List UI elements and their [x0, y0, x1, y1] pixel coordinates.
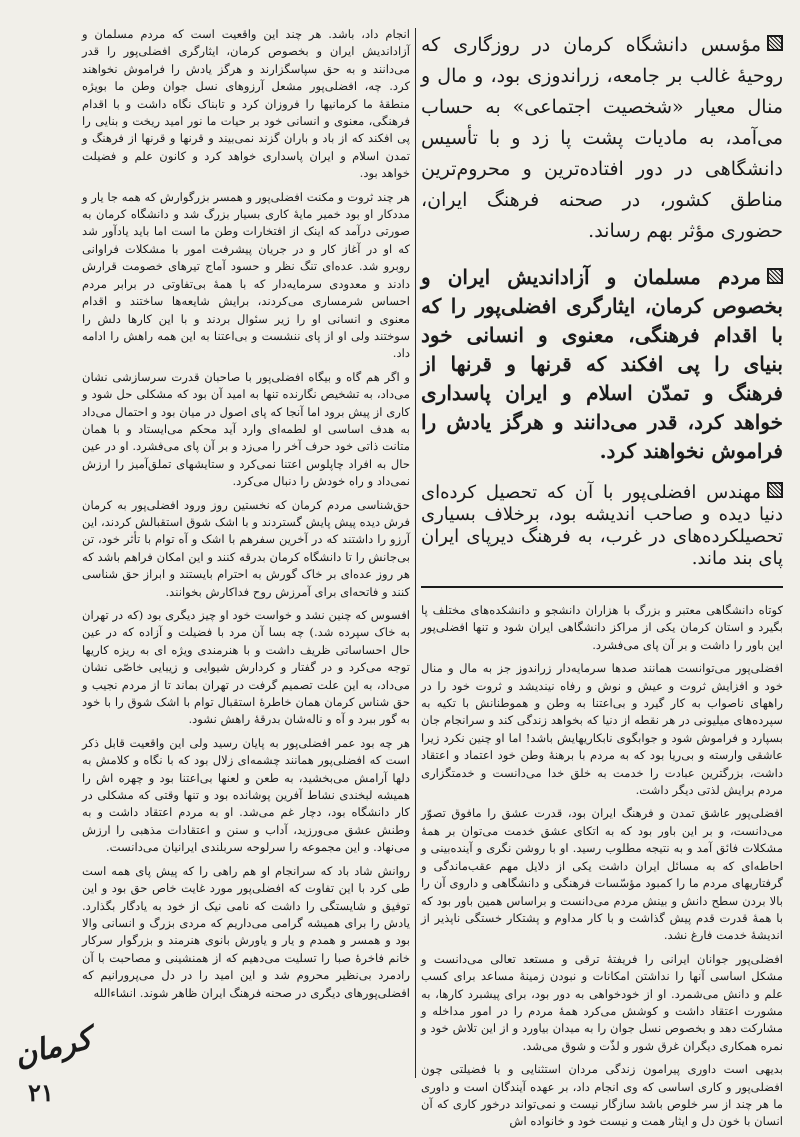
pull-quote-2 — [421, 263, 783, 466]
square-bullet-icon — [767, 268, 783, 284]
body-paragraph: افضلی‌پور می‌توانست همانند صدها سرمایه‌دار زراندوز جز به مال و منال خود و افزایش ثروت و عیش و نوش و رفاه نیندیشد و ثروت خود را در راههای ناصواب به کار گیرد و بی‌اعتنا به وطن و هموطنانش با تکیه به سپرده‌های میلیونی در هر نقطه از دنیا که بخواهد زندگی کند و سرانجام جان بسپارد و فراموش شود و جوابگوی نابکاریهایش باشد! اما او چنین نکرد زیرا عاشقی وارسته و بی‌ریا بود که به مردم با برهنهٔ وطن خود اعتماد و اعتقاد داشت، بزرگترین عبادت را خدمت به خلق خدا می‌دانست و خدمتگزاری مردم برایش لذتی دیگر داشت. — [421, 661, 783, 798]
pull-quote-1-text: مؤسس دانشگاه کرمان در روزگاری که روحیهٔ غالب بر جامعه، زراندوزی بود، و مال و منال معیار «شخصیت اجتماعی» به حساب می‌آمد، به مادیات پشت پا زد و با تأسیس دانشگاهی در دور افتاده‌ترین و محروم‌ترین مناطق کشور، در صحنه فرهنگ ایران، حضوری مؤثر بهم رساند. — [421, 34, 783, 242]
body-paragraph: افسوس که چنین نشد و خواست خود او چیز دیگری بود (که در تهران به خاک سپرده شد.) چه بسا آن مرد با فضیلت و آزاده که در عین حال احساساتی ظریف داشت و با هنرمندی ویژه ای به ریزه کاریها توجه می‌کرد و در گفتار و کردارش شیوایی و زیبایی خاصّی نشان می‌داد، به این علت تصمیم گرفت در تهران بماند تا از مردم نجیب و حق شناس کرمان همان خاطرهٔ استقبال توام با اشک شوق را با خود به گور ببرد و آه و ناله‌شان بدرقهٔ راهش نشود. — [82, 608, 410, 727]
body-paragraph: کوتاه دانشگاهی معتبر و بزرگ با هزاران دانشجو و دانشکده‌های مختلف پا بگیرد و استان کرمان یکی از مراکز دانشگاهی ایران شود و تنها افضلی‌پور این باور را داشت و بر آن پای می‌فشرد. — [421, 603, 783, 652]
square-bullet-icon — [767, 482, 783, 498]
pull-quote-3 — [421, 482, 783, 570]
body-paragraph: افضلی‌پور جوانان ایرانی را فریفتهٔ ترقی و مستعد تعالی می‌دانست و مشکل اساسی آنها را نداشتن امکانات و نبودن زمینهٔ مساعد برای کسب علم و دانش می‌شمرد. او از خودخواهی به دور بود، برای پیشبرد کارها، به مشورت اعتقاد داشت و کوشش می‌کرد همهٔ مردم را در امور مداخله و مشارکت دهد و بخصوص نسل جوان را به میدان بیاورد و از این تلاش خود و نمره همکاری دیگران غرق شور و لذّت و شوق می‌شد. — [421, 951, 783, 1053]
body-paragraph: افضلی‌پور عاشق تمدن و فرهنگ ایران بود، قدرت عشق را مافوق تصوّر می‌دانست، و بر این باور بود که به اتکای عشق خدمت می‌توان بر همهٔ مشکلات فائق آمد و به نتیجه مطلوب رسید. او با روشن نگری و آینده‌بینی و احاطه‌ای که به مسائل ایران داشت یکی از دلایل مهم عقب‌ماندگی و گرفتاریهای مردم ما را کمبود مؤسّسات فرهنگی و دانشگاهی و داروی آن را بالا بردن سطح دانش و بینش مردم می‌دانست و براساس همین باور بود که با همهٔ قدرت قدم پیش گذاشت و با کار مداوم و پشتکار خستگی ناپذیر از اندیشهٔ خدمت فارغ نشد. — [421, 806, 783, 943]
left-column — [82, 26, 410, 1008]
section-divider — [421, 586, 783, 588]
square-bullet-icon — [767, 35, 783, 51]
column-divider — [415, 28, 416, 1078]
body-paragraph: بدیهی است داوری پیرامون زندگی مردان استثنایی و با فضیلتی چون افضلی‌پور و کاری اساسی که وی انجام داد، بر عهده آیندگان است و داوری ما هر چند از سر خلوص باشد سازگار نیست و نمی‌تواند درخور کاری که آن انسان با خون دل و ایثار همت و نیست خود و خانواده اش — [421, 1062, 783, 1129]
pull-quote-2-text: مردم مسلمان و آزاداندیش ایران و بخصوص کرمان، ایثارگری افضلی‌پور را که با اقدام فرهنگی، معنوی و انسانی خود بنیای را پی افکند که قرنها و قرنها از فرهنگ و تمدّن اسلام و ایران پاسداری خواهد کرد، قدر می‌دانند و هرگز یادش را فراموش نخواهند کرد. — [421, 265, 784, 463]
pull-quote-3-text: مهندس افضلی‌پور با آن که تحصیل کرده‌ای دنیا دیده و صاحب اندیشه بود، برخلاف بسیاری تحصیلکرده‌های در غرب، به فرهنگ دیرپای ایران پای بند ماند. — [421, 482, 783, 569]
body-paragraph: حق‌شناسی مردم کرمان که نخستین روز ورود افضلی‌پور به کرمان فرش دیده پیش پایش گستردند و با اشک شوق استقبالش کردند، این آرزو را داشتند که در آخرین سفرهم با اشک و آه توام با تأثر خود، تن بی‌جانش را تا دانشگاه کرمان بدرقه کنند و این امکان فراهم باشد که هر روز عده‌ای بر خاک گورش به احترام بایستند و ابراز حق شناسی کنند و فاتحه‌ای برای آمرزش روح فداکارش بخوانند. — [82, 497, 410, 599]
magazine-logo: کرمان — [10, 1021, 96, 1074]
right-column — [421, 30, 783, 1137]
pull-quote-1 — [421, 30, 783, 247]
body-paragraph: و اگر هم گاه و بیگاه افضلی‌پور با صاحبان قدرت سرسازشی نشان می‌داد، به تشخیص نگارنده تنها به امید آن بود که مشکلی حل شود و کاری از پیش برود اما آنجا که پای اصول در میان بود و احتمال می‌داد به هدف اساسی او لطمه‌ای وارد آید محکم می‌ایستاد و با همان متانت ذاتی خود حرف آخر را می‌زد و بر آن پای می‌فشرد. او در عین حال به افراد چاپلوس اعتنا نمی‌کرد و ستایشهای تملق‌آمیز را ارزش نمی‌داد و راه خودش را دنبال می‌کرد. — [82, 369, 410, 489]
page-number: ۲۱ — [28, 1078, 54, 1107]
body-paragraph: روانش شاد باد که سرانجام او هم راهی را که پیش پای همه است طی کرد با این تفاوت که افضلی‌پور مورد غایت خاص حق بود و این توفیق و شایستگی را داشت که نامی نیک از خود به یادگار بگذارد. یادش را برای همیشه گرامی می‌داریم که مردی بزرگ و انسانی والا بود و همسر و همدم و یار و یاورش بانوی هنرمند و بزرگوار سرکار خانم فاخرهٔ صبا را تسلیت می‌دهیم که از همنشینی و مصاحبت با آن رادمرد بی‌نظیر محروم شد و این امید را در دل می‌پرورانیم که افضلی‌پورهای دیگری در صحنه فرهنگ ایران ظاهر شوند. انشاءالله — [82, 863, 410, 1000]
body-paragraph: هر چند ثروت و مکنت افضلی‌پور و همسر بزرگوارش که همه جا یار و مددکار او بود خمیر مایهٔ کاری بسیار بزرگ شد و دانشگاه کرمان به صورتی درآمد که اینک از افتخارات وطن ما است اما باید یادآور شد که او در آغاز کار و در جریان پیشرفت امور با مشکلات فراوانی روبرو شد. عده‌ای تنگ نظر و حسود آماج تیرهای خصومت قرارش دادند و معدودی سرمایه‌دار که با همهٔ بی‌تفاوتی در برابر مردم احساس شرمساری می‌کردند، برایش شایعه‌ها ساختند و اقدام معنوی و انسانی او را زیر سئوال بردند و با این کارها دلش را سوختند ولی او از پای ننشست و بی‌اعتنا به این همه راهش را ادامه داد. — [82, 189, 410, 361]
body-paragraph: انجام داد، باشد. هر چند این واقعیت است که مردم مسلمان و آزاداندیش ایران و بخصوص کرمان، ایثارگری افضلی‌پور را قدر می‌دانند و به حق سپاسگزارند و هرگز یادش را فراموش نخواهند کرد. چه، افضلی‌پور مشعل آرزوهای نسل جوان وطن ما بویژه منطقهٔ ما کرمانیها را فروزان کرد و تابناک نگاه داشت و با اقدام فرهنگی، معنوی و انسانی خود بر حیات ما نور امید ریخت و بنایی را پی افکند که از باد و باران گزند نمی‌بیند و قرنها و قرنها از فرهنگ و تمدن اسلام و ایران پاسداری خواهد کرد و کانون علم و فضیلت خواهد بود. — [82, 27, 410, 181]
body-paragraph: هر چه بود عمر افضلی‌پور به پایان رسید ولی این واقعیت قابل ذکر است که افضلی‌پور همانند چشمه‌ای زلال بود که با نگاه و کلامش به دلها آرامش می‌بخشید، به طعن و لعنها بی‌اعتنا بود و چهره اش را همیشه لبخندی نشاط آفرین پوشانده بود و تنها وقتی که مشکلی در کار دانشگاه بود، دچار غم می‌شد. او به مردم اعتقاد داشت و به وطنش عشق می‌ورزید، آداب و سنن و اعتقادات مذهبی را ارزش می‌نهاد. و این مجموعه را سرلوحه سربلندی ایرانیان می‌دانست. — [82, 735, 410, 855]
